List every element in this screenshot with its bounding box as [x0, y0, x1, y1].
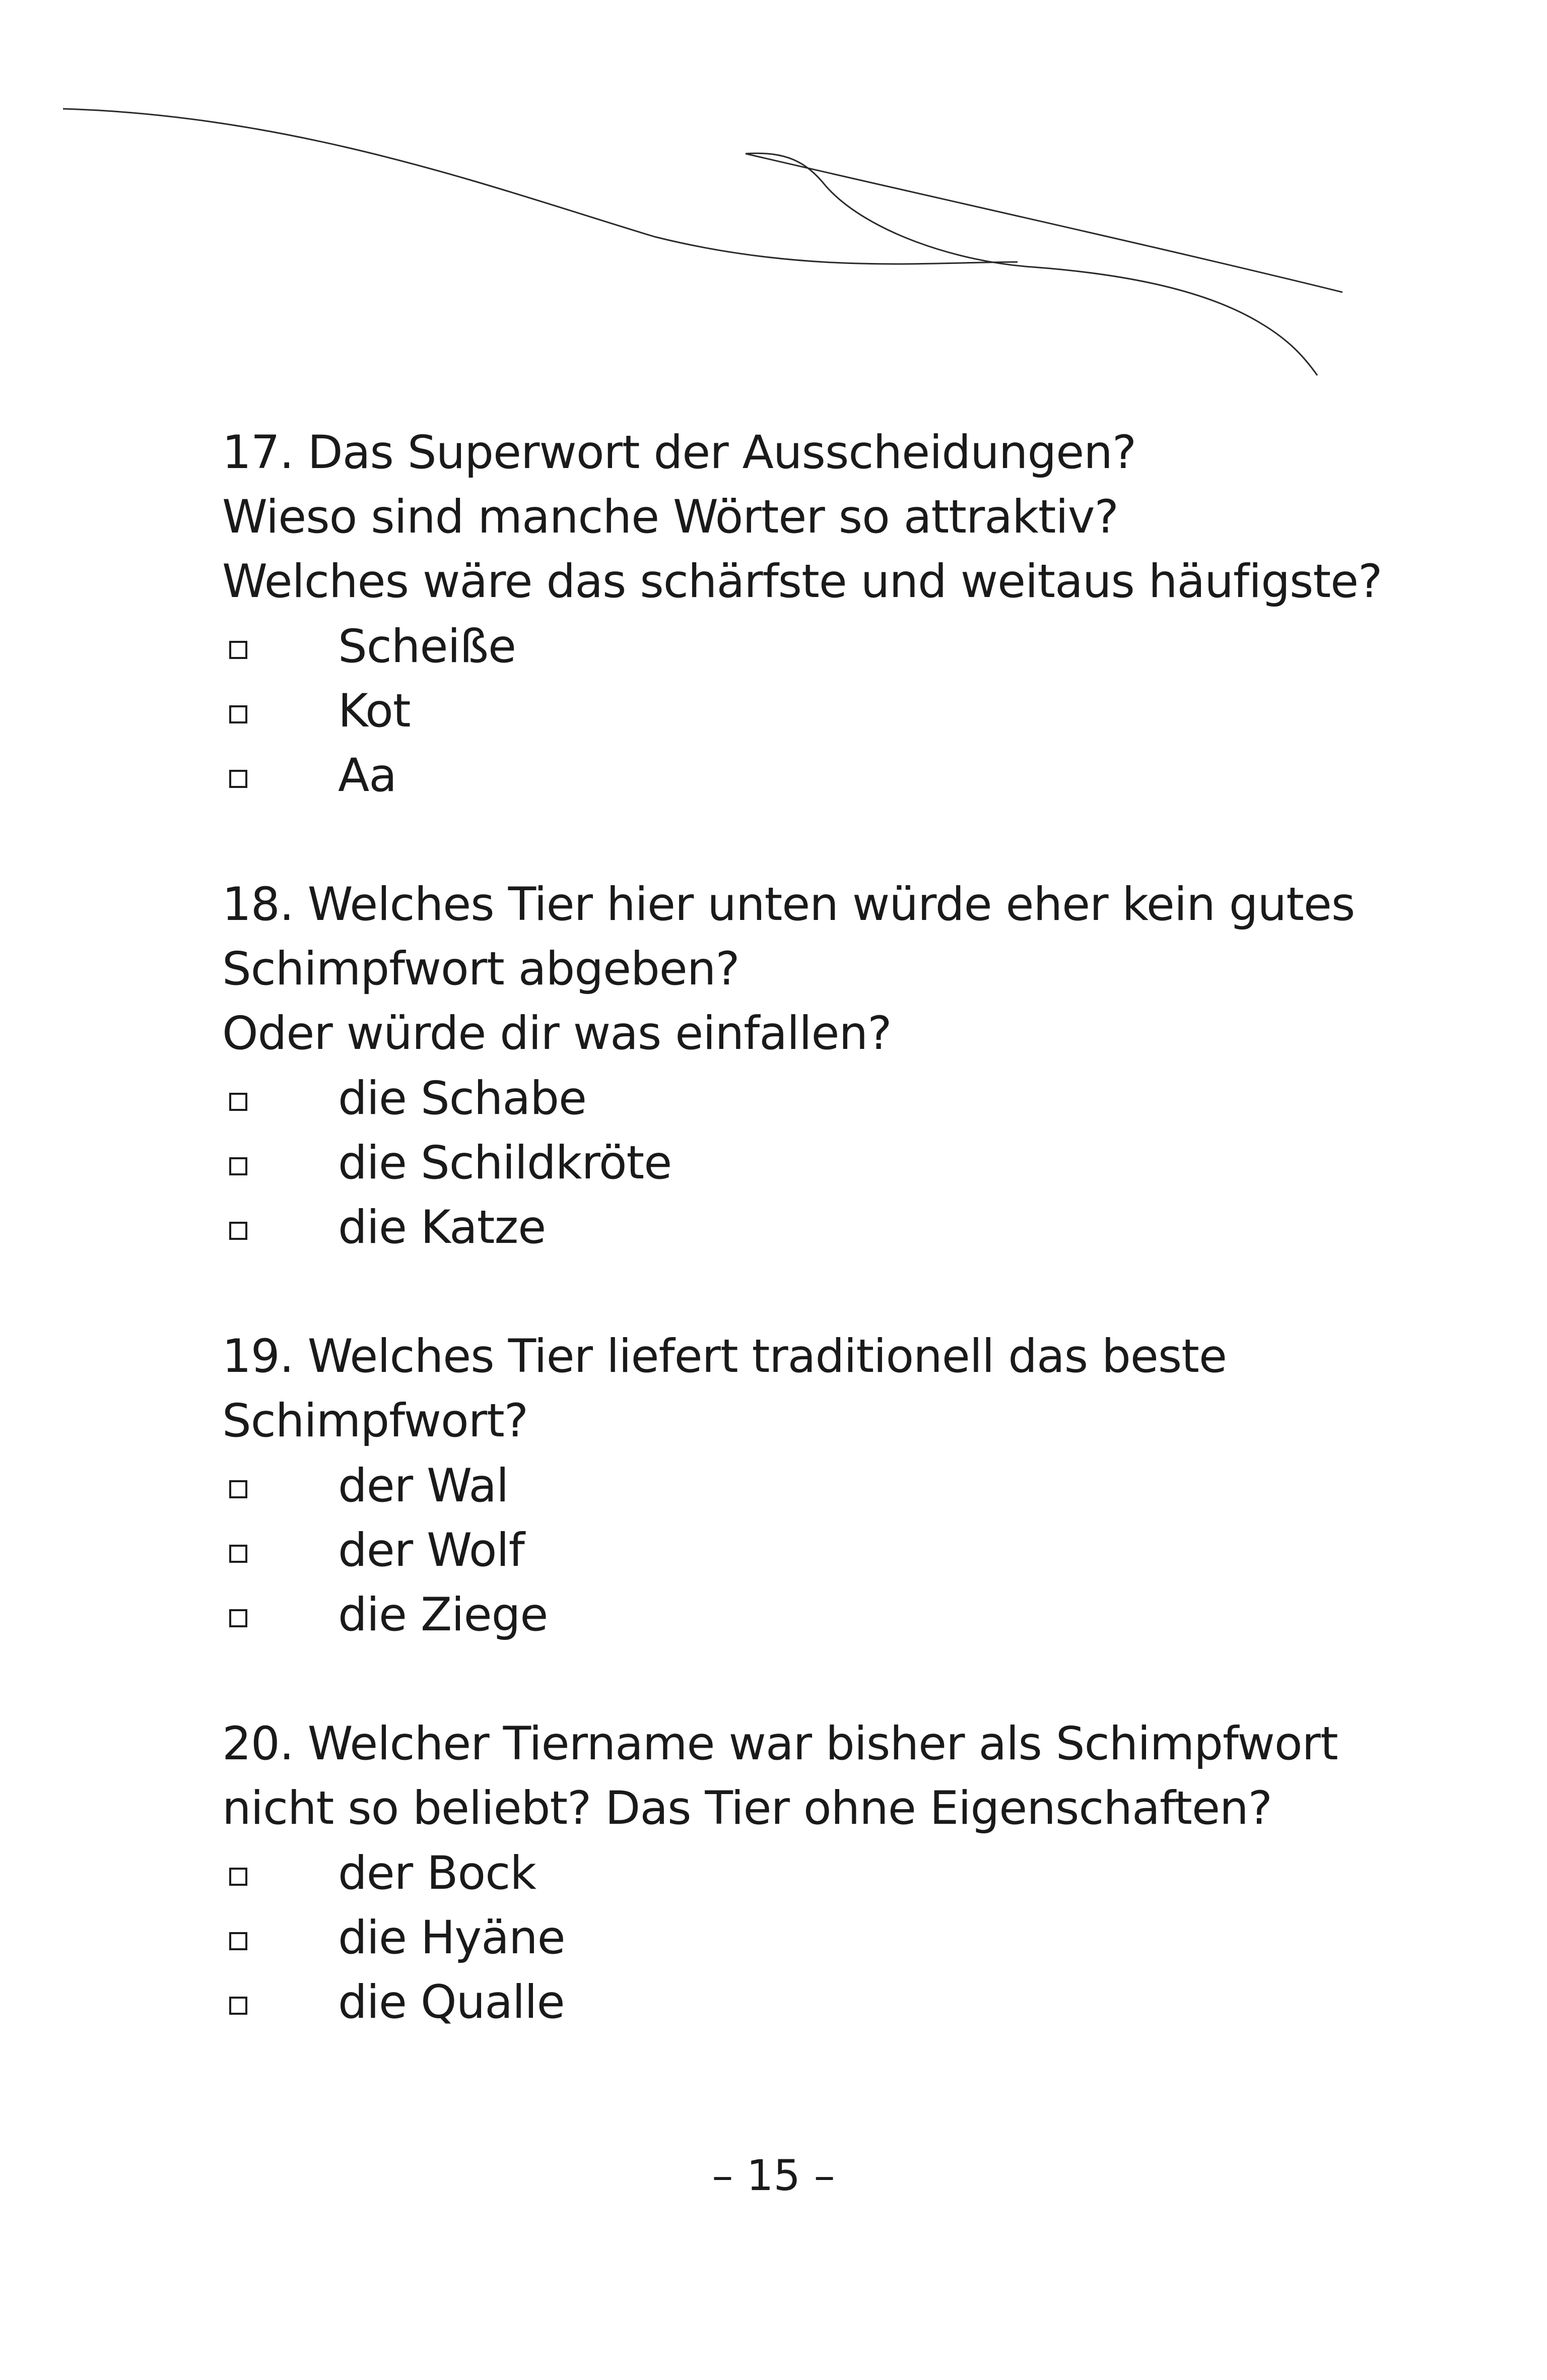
answer-option[interactable] — [222, 1195, 1361, 1260]
answer-option-label: Kot — [338, 684, 411, 738]
empty-checkbox-icon[interactable] — [229, 1868, 247, 1886]
question-text: 17. Das Superwort der Ausscheidungen? — [222, 426, 1136, 479]
answer-option-label: der Bock — [338, 1846, 536, 1900]
answer-option[interactable] — [222, 1582, 1361, 1647]
answer-option-label: die Hyäne — [338, 1911, 565, 1964]
answer-option-label: die Schabe — [338, 1072, 586, 1125]
empty-checkbox-icon[interactable] — [229, 1157, 247, 1175]
answer-option[interactable] — [222, 1518, 1361, 1582]
question-text: Schimpfwort abgeben? — [222, 943, 739, 996]
answer-option-label: der Wolf — [338, 1524, 524, 1577]
question-text: nicht so beliebt? Das Tier ohne Eigenschaften? — [222, 1782, 1272, 1835]
answer-option-label: die Qualle — [338, 1975, 565, 2029]
answer-option-label: Scheiße — [338, 620, 516, 673]
page-number: – 15 – — [712, 2151, 835, 2200]
empty-checkbox-icon[interactable] — [229, 1480, 247, 1498]
answer-option[interactable] — [222, 1066, 1361, 1131]
empty-checkbox-icon[interactable] — [229, 1222, 247, 1240]
answer-option-label: Aa — [338, 749, 397, 802]
empty-checkbox-icon[interactable] — [229, 641, 247, 659]
question-19 — [222, 1325, 1361, 1647]
question-text: Wieso sind manche Wörter so attraktiv? — [222, 491, 1118, 544]
answer-option[interactable] — [222, 1905, 1361, 1970]
empty-checkbox-icon[interactable] — [229, 705, 247, 723]
empty-checkbox-icon[interactable] — [229, 1609, 247, 1627]
question-text: Oder würde dir was einfallen? — [222, 1007, 892, 1060]
answer-option[interactable] — [222, 679, 1361, 743]
empty-checkbox-icon[interactable] — [229, 770, 247, 788]
answer-option[interactable] — [222, 1970, 1361, 2034]
answer-option-label: die Katze — [338, 1201, 546, 1254]
question-20 — [222, 1712, 1361, 2034]
question-18 — [222, 873, 1361, 1260]
answer-option[interactable] — [222, 614, 1361, 679]
answer-option-label: die Ziege — [338, 1588, 548, 1641]
question-text: 18. Welches Tier hier unten würde eher kein gutes — [222, 878, 1355, 931]
empty-checkbox-icon[interactable] — [229, 1545, 247, 1563]
question-text: Schimpfwort? — [222, 1395, 528, 1447]
question-text: 19. Welches Tier liefert traditionell das beste — [222, 1330, 1227, 1383]
answer-option[interactable] — [222, 743, 1361, 808]
question-list — [222, 421, 1382, 2034]
answer-option-label: der Wal — [338, 1459, 509, 1512]
answer-option[interactable] — [222, 1841, 1361, 1905]
empty-checkbox-icon[interactable] — [229, 1997, 247, 2015]
question-17 — [222, 421, 1382, 808]
empty-checkbox-icon[interactable] — [229, 1932, 247, 1950]
question-text: Welches wäre das schärfste und weitaus häufigste? — [222, 555, 1382, 608]
question-text: 20. Welcher Tiername war bisher als Schimpfwort — [222, 1717, 1338, 1770]
answer-option-label: die Schildkröte — [338, 1136, 672, 1189]
flowing-lines-ornament-icon — [0, 0, 1547, 403]
answer-option[interactable] — [222, 1131, 1361, 1195]
answer-option[interactable] — [222, 1453, 1361, 1518]
empty-checkbox-icon[interactable] — [229, 1093, 247, 1111]
